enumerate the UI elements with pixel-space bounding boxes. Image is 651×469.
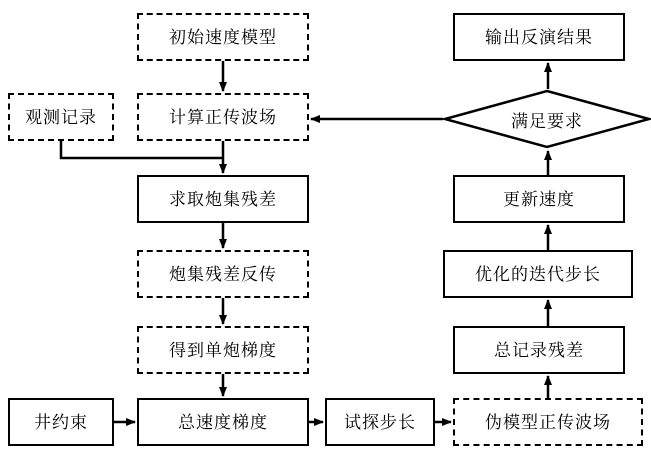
node-well-constraint[interactable] bbox=[8, 398, 114, 446]
node-label: 总记录残差 bbox=[494, 340, 584, 360]
node-optimized-step-length[interactable] bbox=[443, 250, 633, 298]
node-label: 优化的迭代步长 bbox=[475, 264, 601, 284]
node-label: 得到单炮梯度 bbox=[169, 340, 277, 360]
node-pseudo-model-forward-field[interactable] bbox=[453, 398, 643, 446]
node-label: 井约束 bbox=[34, 412, 88, 432]
node-single-shot-gradient[interactable] bbox=[137, 326, 309, 374]
node-label: 观测记录 bbox=[25, 107, 97, 127]
node-label: 输出反演结果 bbox=[485, 27, 593, 47]
node-trial-step-length[interactable] bbox=[325, 398, 435, 446]
node-observed-record[interactable] bbox=[8, 93, 114, 141]
node-label: 试探步长 bbox=[344, 412, 416, 432]
node-label: 炮集残差反传 bbox=[169, 264, 277, 284]
node-label: 初始速度模型 bbox=[169, 27, 277, 47]
node-label: 更新速度 bbox=[503, 189, 575, 209]
node-initial-model[interactable] bbox=[137, 13, 309, 61]
node-forward-field[interactable] bbox=[137, 93, 309, 141]
node-output-result[interactable] bbox=[453, 13, 625, 61]
node-total-record-residual[interactable] bbox=[453, 326, 625, 374]
node-residual-backpropagation[interactable] bbox=[137, 250, 309, 298]
node-label: 伪模型正传波场 bbox=[485, 412, 611, 432]
node-total-velocity-gradient[interactable] bbox=[137, 398, 309, 446]
node-label: 计算正传波场 bbox=[169, 107, 277, 127]
node-shot-residual[interactable] bbox=[137, 175, 309, 223]
node-satisfy-requirement[interactable] bbox=[443, 89, 651, 149]
node-label: 满足要求 bbox=[511, 111, 583, 131]
node-label: 总速度梯度 bbox=[178, 412, 268, 432]
node-update-velocity[interactable] bbox=[453, 175, 625, 223]
node-label: 求取炮集残差 bbox=[169, 189, 277, 209]
